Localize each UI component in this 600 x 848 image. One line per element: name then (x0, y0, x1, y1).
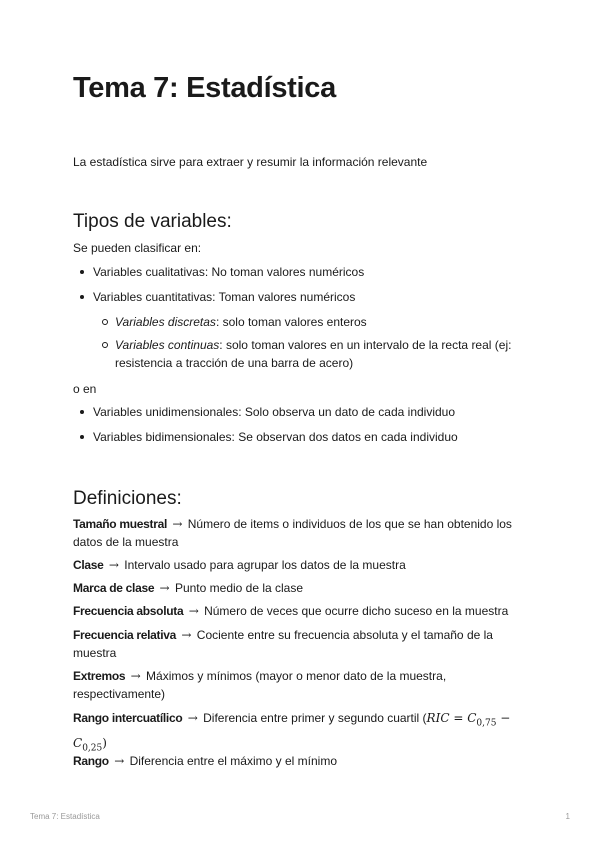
tipos-sublist (95, 313, 543, 372)
arrow-icon: → (181, 628, 192, 642)
list-item: Variables discretas: solo toman valores enteros (95, 313, 543, 331)
arrow-icon: → (187, 711, 198, 725)
definition-item: Tamaño muestral → Número de items o individuos de los que se han obtenido los datos de la muestra (73, 517, 512, 549)
page-title: Tema 7: Estadística (73, 72, 336, 104)
arrow-icon: → (114, 754, 125, 768)
arrow-icon: → (108, 558, 119, 572)
definition-item: Rango intercuatílico → Diferencia entre primer y segundo cuartil $(RIC = C_{0,75} - C_{0,25})$ (73, 711, 511, 754)
section-heading-definiciones: Definiciones: (73, 488, 182, 509)
tipos-list-1 (73, 263, 543, 306)
list-item: Variables bidimensionales: Se observan dos datos en cada individuo (73, 428, 543, 446)
list-item: Variables unidimensionales: Solo observa un dato de cada individuo (73, 403, 543, 421)
arrow-icon: → (130, 669, 141, 683)
definition-item: Marca de clase → Punto medio de la clase (73, 581, 304, 595)
intro-paragraph: La estadística sirve para extraer y resumir la información relevante (73, 155, 428, 169)
arrow-icon: → (188, 604, 199, 618)
list-item: Variables cuantitativas: Toman valores numéricos (73, 288, 543, 306)
page-number: 1 (565, 812, 570, 821)
definition-item: Extremos → Máximos y mínimos (mayor o menor dato de la muestra, respectivamente) (73, 669, 447, 701)
math-formula: RIC = $C_{0,75} - C_{0,25}$) (73, 711, 511, 754)
arrow-icon: → (172, 517, 183, 531)
footer-title: Tema 7: Estadística (30, 812, 100, 821)
list-item: Variables cualitativas: No toman valores numéricos (73, 263, 543, 281)
definition-item: Clase → Intervalo usado para agrupar los datos de la muestra (73, 558, 406, 572)
tipos-lead: Se pueden clasificar en: (73, 241, 202, 255)
definition-item: Frecuencia absoluta → Número de veces que ocurre dicho suceso en la muestra (73, 604, 509, 618)
arrow-icon: → (159, 581, 170, 595)
list-item: Variables continuas: solo toman valores en un intervalo de la recta real (ej: resistencia a tracción de una barra de acero) (95, 336, 543, 372)
definition-item: Frecuencia relativa → Cociente entre su frecuencia absoluta y el tamaño de la muestra (73, 628, 493, 660)
tipos-list-2 (73, 403, 543, 446)
tipos-or: o en (73, 382, 97, 396)
section-heading-tipos: Tipos de variables: (73, 211, 232, 232)
definition-item: Rango → Diferencia entre el máximo y el mínimo (73, 754, 337, 768)
